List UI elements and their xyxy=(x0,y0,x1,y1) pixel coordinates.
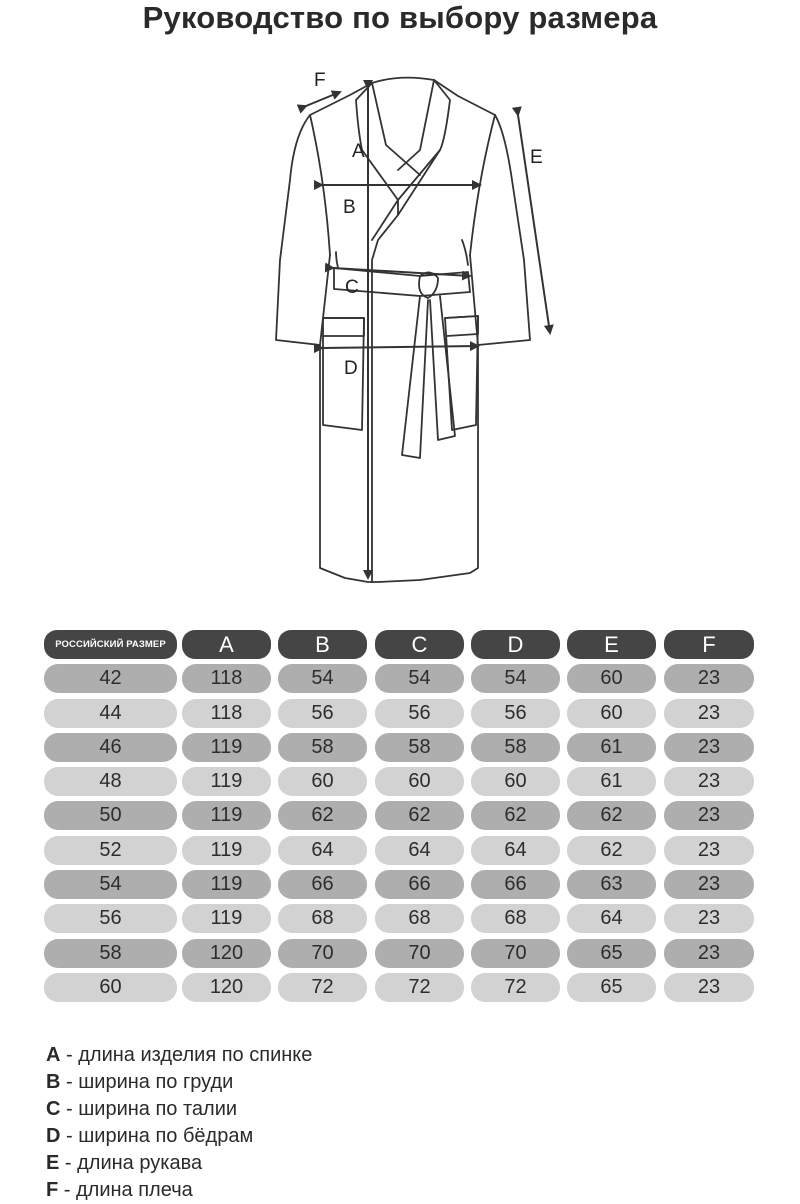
table-row xyxy=(44,664,756,698)
cell-e: 65 xyxy=(567,939,656,968)
cell-b: 60 xyxy=(278,767,367,796)
cell-b: 58 xyxy=(278,733,367,762)
table-row xyxy=(44,836,756,870)
header-cell-f: F xyxy=(664,630,754,659)
header-cell-a: A xyxy=(182,630,271,659)
cell-d: 60 xyxy=(471,767,560,796)
legend-item: D - ширина по бёдрам xyxy=(46,1125,254,1147)
table-row xyxy=(44,939,756,973)
cell-f: 23 xyxy=(664,767,754,796)
size-table xyxy=(44,630,756,1007)
cell-f: 23 xyxy=(664,904,754,933)
pocket-right xyxy=(445,316,478,430)
cell-f: 23 xyxy=(664,973,754,1002)
cell-e: 61 xyxy=(567,767,656,796)
header-cell-b: B xyxy=(278,630,367,659)
table-row xyxy=(44,801,756,835)
cell-e: 60 xyxy=(567,699,656,728)
cell-size: 52 xyxy=(44,836,177,865)
cell-b: 68 xyxy=(278,904,367,933)
label-f: F xyxy=(314,70,326,91)
header-cell-d: D xyxy=(471,630,560,659)
cell-size: 58 xyxy=(44,939,177,968)
arrow-d xyxy=(322,346,478,348)
belt-tail-left xyxy=(402,296,428,458)
table-header xyxy=(44,630,756,664)
header-cell-size: РОССИЙСКИЙ РАЗМЕР xyxy=(44,630,177,659)
cell-c: 68 xyxy=(375,904,464,933)
collar-right xyxy=(372,80,450,240)
cell-size: 60 xyxy=(44,973,177,1002)
header-cell-c: C xyxy=(375,630,464,659)
cell-c: 60 xyxy=(375,767,464,796)
table-row xyxy=(44,973,756,1007)
cell-size: 48 xyxy=(44,767,177,796)
cell-f: 23 xyxy=(664,733,754,762)
cell-e: 65 xyxy=(567,973,656,1002)
legend-item: F - длина плеча xyxy=(46,1179,193,1201)
cell-a: 119 xyxy=(182,767,271,796)
cell-d: 58 xyxy=(471,733,560,762)
table-row xyxy=(44,733,756,767)
cell-d: 70 xyxy=(471,939,560,968)
cell-a: 119 xyxy=(182,836,271,865)
label-a: A xyxy=(352,141,365,162)
cell-size: 54 xyxy=(44,870,177,899)
cell-d: 64 xyxy=(471,836,560,865)
page-title: Руководство по выбору размера xyxy=(142,0,658,35)
cell-size: 50 xyxy=(44,801,177,830)
cell-b: 64 xyxy=(278,836,367,865)
cell-e: 63 xyxy=(567,870,656,899)
cell-f: 23 xyxy=(664,939,754,968)
cell-e: 64 xyxy=(567,904,656,933)
cell-c: 72 xyxy=(375,973,464,1002)
table-row xyxy=(44,904,756,938)
cell-size: 42 xyxy=(44,664,177,693)
cell-c: 58 xyxy=(375,733,464,762)
cell-d: 68 xyxy=(471,904,560,933)
cell-b: 62 xyxy=(278,801,367,830)
table-row xyxy=(44,870,756,904)
cell-size: 56 xyxy=(44,904,177,933)
cell-a: 119 xyxy=(182,904,271,933)
legend-item: C - ширина по талии xyxy=(46,1098,238,1120)
legend-item: A - длина изделия по спинке xyxy=(46,1044,313,1066)
legend-item: B - ширина по груди xyxy=(46,1071,234,1093)
table-row xyxy=(44,767,756,801)
cell-d: 66 xyxy=(471,870,560,899)
cell-f: 23 xyxy=(664,699,754,728)
cell-a: 119 xyxy=(182,801,271,830)
table-row xyxy=(44,699,756,733)
cell-e: 62 xyxy=(567,836,656,865)
cell-f: 23 xyxy=(664,801,754,830)
cell-size: 44 xyxy=(44,699,177,728)
robe-illustration xyxy=(0,55,800,600)
label-d: D xyxy=(344,358,358,379)
cell-d: 54 xyxy=(471,664,560,693)
cell-b: 56 xyxy=(278,699,367,728)
robe-outline xyxy=(276,78,530,582)
cell-e: 60 xyxy=(567,664,656,693)
cell-c: 54 xyxy=(375,664,464,693)
measurement-legend xyxy=(46,1042,746,1204)
robe-diagram xyxy=(0,55,800,600)
cell-c: 70 xyxy=(375,939,464,968)
cell-c: 64 xyxy=(375,836,464,865)
cell-e: 62 xyxy=(567,801,656,830)
header-cell-e: E xyxy=(567,630,656,659)
legend-item: E - длина рукава xyxy=(46,1152,203,1174)
cell-d: 72 xyxy=(471,973,560,1002)
cell-f: 23 xyxy=(664,870,754,899)
cell-a: 119 xyxy=(182,733,271,762)
label-c: C xyxy=(345,277,359,298)
cell-b: 70 xyxy=(278,939,367,968)
cell-a: 118 xyxy=(182,664,271,693)
cell-c: 66 xyxy=(375,870,464,899)
cell-e: 61 xyxy=(567,733,656,762)
cell-c: 56 xyxy=(375,699,464,728)
cell-f: 23 xyxy=(664,664,754,693)
cell-b: 54 xyxy=(278,664,367,693)
cell-f: 23 xyxy=(664,836,754,865)
cell-a: 118 xyxy=(182,699,271,728)
cell-size: 46 xyxy=(44,733,177,762)
cell-a: 119 xyxy=(182,870,271,899)
cell-a: 120 xyxy=(182,973,271,1002)
cell-c: 62 xyxy=(375,801,464,830)
label-e: E xyxy=(530,147,543,168)
cell-a: 120 xyxy=(182,939,271,968)
arrow-f xyxy=(306,92,340,106)
cell-b: 72 xyxy=(278,973,367,1002)
cell-b: 66 xyxy=(278,870,367,899)
cell-d: 62 xyxy=(471,801,560,830)
label-b: B xyxy=(343,197,356,218)
cell-d: 56 xyxy=(471,699,560,728)
